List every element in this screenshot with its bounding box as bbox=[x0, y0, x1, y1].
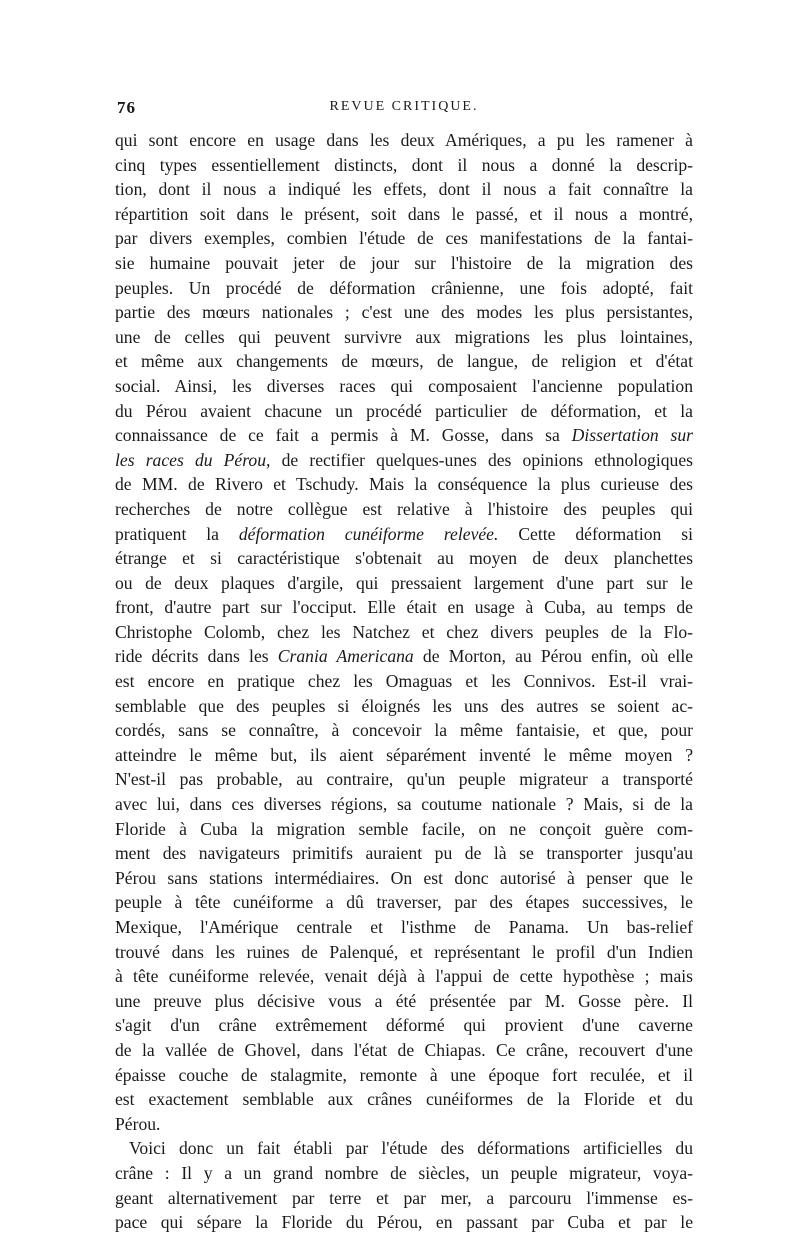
text-line: geant alternativement par terre et par mer, a parcouru l'immense es- bbox=[115, 1187, 693, 1208]
text-line: trouvé dans les ruines de Palenqué, et représentant le profil d'un Indien bbox=[115, 941, 693, 962]
text-line: atteindre le même but, ils aient séparément inventé le même moyen ? bbox=[115, 744, 693, 765]
text-line: N'est-il pas probable, au contraire, qu'un peuple migrateur a transporté bbox=[115, 769, 693, 790]
italic-term: déformation cunéiforme relevée. bbox=[238, 523, 499, 544]
text-line: une preuve plus décisive vous a été présentée par M. Gosse père. Il bbox=[115, 990, 693, 1011]
text-line: qui sont encore en usage dans les deux Amériques, a pu les ramener à bbox=[115, 130, 693, 150]
text-fragment: ride décrits dans les bbox=[115, 646, 278, 667]
text-line: peuple à tête cunéiforme a dû traverser, par des étapes successives, le bbox=[115, 892, 693, 913]
text-line: Voici donc un fait établi par l'étude des déformations artificielles du bbox=[129, 1138, 693, 1159]
text-line bbox=[115, 644, 693, 669]
text-line: Pérou sans stations intermédiaires. On est donc autorisé à penser que le bbox=[115, 867, 693, 888]
text-fragment: connaissance de ce fait a permis à M. Gosse, dans sa bbox=[115, 425, 560, 446]
text-line: partie des mœurs nationales ; c'est une des modes les plus persistantes, bbox=[115, 302, 693, 323]
page-number: 76 bbox=[117, 98, 136, 117]
text-line: Christophe Colomb, chez les Natchez et chez divers peuples de la Flo- bbox=[115, 621, 693, 642]
italic-title: Dissertation sur bbox=[571, 425, 694, 446]
text-line: ment des navigateurs primitifs auraient pu de là se transporter jusqu'au bbox=[115, 843, 693, 864]
body-text bbox=[115, 128, 693, 1235]
text-line: semblable que des peuples si éloignés les uns des autres se soient ac- bbox=[115, 695, 693, 716]
text-line: Mexique, l'Amérique centrale et l'isthme de Panama. Un bas-relief bbox=[115, 917, 693, 937]
text-line: avec lui, dans ces diverses régions, sa coutume nationale ? Mais, si de la bbox=[115, 794, 693, 815]
text-line: est encore en pratique chez les Omaguas et les Connivos. Est-il vrai- bbox=[115, 671, 693, 692]
text-line: de MM. de Rivero et Tschudy. Mais la conséquence la plus curieuse des bbox=[115, 474, 693, 495]
text-line: crâne : Il y a un grand nombre de siècles, un peuple migrateur, voya- bbox=[115, 1162, 693, 1183]
text-fragment: de rectifier quelques-unes des opinions ethnologiques bbox=[270, 449, 693, 470]
text-line bbox=[115, 522, 693, 547]
text-line: recherches de notre collègue est relative à l'histoire des peuples qui bbox=[115, 498, 693, 519]
text-fragment: pratiquent la bbox=[115, 523, 239, 544]
text-line: répartition soit dans le présent, soit dans le passé, et il nous a montré, bbox=[115, 203, 693, 224]
text-line: ou de deux plaques d'argile, qui pressaient largement d'une part sur le bbox=[115, 572, 693, 593]
text-line: par divers exemples, combien l'étude de ces manifestations de la fantai- bbox=[115, 228, 693, 249]
text-line: sie humaine pouvait jeter de jour sur l'histoire de la migration des bbox=[115, 252, 693, 273]
text-line bbox=[115, 448, 693, 473]
text-line: tion, dont il nous a indiqué les effets, dont il nous a fait connaître la bbox=[115, 179, 693, 200]
text-line: cinq types essentiellement distincts, dont il nous a donné la descrip- bbox=[115, 154, 693, 175]
text-line: pace qui sépare la Floride du Pérou, en passant par Cuba et par le bbox=[115, 1212, 693, 1233]
text-line: du Pérou avaient chacune un procédé particulier de déformation, et la bbox=[115, 400, 693, 421]
text-line: et même aux changements de mœurs, de langue, de religion et d'état bbox=[115, 351, 693, 372]
text-line: à tête cunéiforme relevée, venait déjà à l'appui de cette hypothèse ; mais bbox=[115, 966, 693, 987]
text-line: s'agit d'un crâne extrêmement déformé qui provient d'une caverne bbox=[115, 1015, 693, 1036]
text-line: étrange et si caractéristique s'obtenait au moyen de deux planchettes bbox=[115, 548, 693, 569]
italic-title: les races du Pérou, bbox=[115, 449, 271, 470]
text-line: épaisse couche de stalagmite, remonte à une époque fort reculée, et il bbox=[115, 1064, 693, 1085]
text-line: une de celles qui peuvent survivre aux migrations les plus lointaines, bbox=[115, 326, 693, 347]
text-line: front, d'autre part sur l'occiput. Elle était en usage à Cuba, au temps de bbox=[115, 597, 693, 618]
text-fragment: Cette déformation si bbox=[498, 523, 694, 544]
text-line: de la vallée de Ghovel, dans l'état de Chiapas. Ce crâne, recouvert d'une bbox=[115, 1039, 693, 1060]
text-line: cordés, sans se connaître, à concevoir la même fantaisie, et que, pour bbox=[115, 720, 693, 741]
text-line: peuples. Un procédé de déformation crânienne, une fois adopté, fait bbox=[115, 277, 693, 298]
text-line bbox=[115, 423, 693, 448]
text-fragment: de Morton, au Pérou enfin, où elle bbox=[413, 646, 694, 667]
page-header bbox=[115, 98, 693, 122]
book-page bbox=[115, 98, 693, 1235]
text-line: Pérou. bbox=[115, 1113, 161, 1134]
italic-title: Crania Americana bbox=[277, 646, 414, 667]
text-line: Floride à Cuba la migration semble facile, on ne conçoit guère com- bbox=[115, 818, 693, 839]
text-line: social. Ainsi, les diverses races qui composaient l'ancienne population bbox=[115, 375, 693, 396]
text-line: est exactement semblable aux crânes cunéiformes de la Floride et du bbox=[115, 1089, 693, 1110]
running-head: REVUE CRITIQUE. bbox=[329, 99, 479, 114]
